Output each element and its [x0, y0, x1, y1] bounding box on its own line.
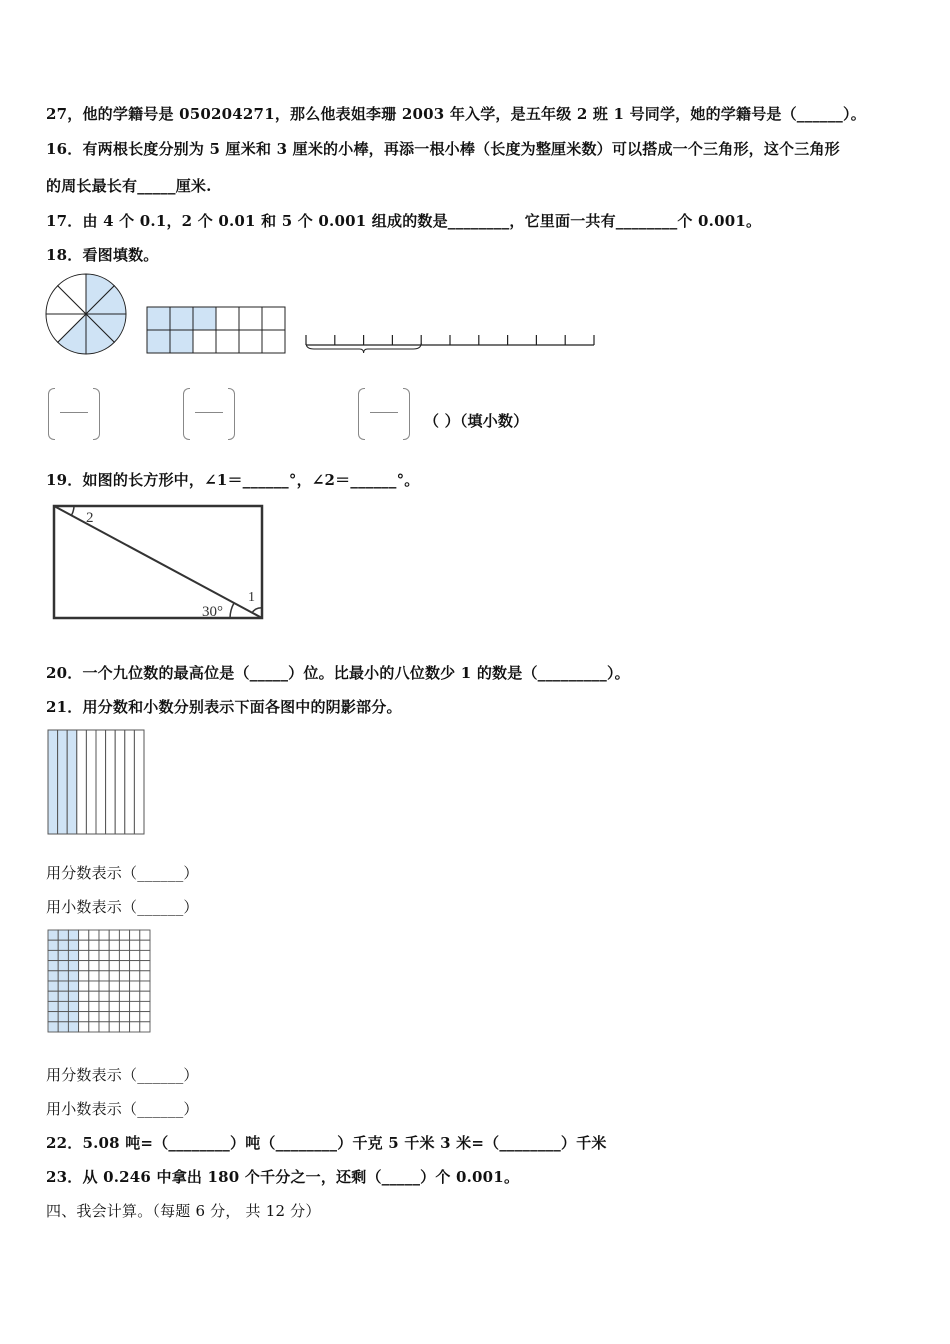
hundred-grid-cell [140, 1012, 150, 1022]
hundred-grid-cell [48, 961, 58, 971]
hundred-grid-cell [140, 930, 150, 940]
hundred-grid-cell [140, 971, 150, 981]
hundred-grid-cell [89, 1012, 99, 1022]
hundred-grid-cell [99, 981, 109, 991]
hundred-grid-figure [46, 928, 154, 1036]
hundred-grid-cell [119, 1001, 129, 1011]
hundred-grid-cell [79, 950, 89, 960]
hundred-grid-cell [79, 1001, 89, 1011]
hundred-grid-cell [89, 981, 99, 991]
hundred-grid-cell [48, 981, 58, 991]
hundred-grid-cell [79, 940, 89, 950]
fraction-blank-2[interactable] [183, 388, 235, 438]
question-17: 17．由 4 个 0.1，2 个 0.01 和 5 个 0.001 组成的数是________，它里面一共有________个 0.001。 [46, 212, 762, 230]
hundred-grid-cell [68, 1012, 78, 1022]
rect-grid-cell [170, 307, 193, 330]
hundred-grid-cell [119, 991, 129, 1001]
hundred-grid-cell [48, 1012, 58, 1022]
hundred-grid-cell [140, 1022, 150, 1032]
hundred-grid-cell [89, 961, 99, 971]
hundred-grid-cell [58, 981, 68, 991]
hundred-grid-cell [130, 940, 140, 950]
hundred-grid-cell [119, 930, 129, 940]
hundred-grid-cell [99, 991, 109, 1001]
hundred-grid-cell [68, 991, 78, 1001]
hundred-grid-cell [89, 971, 99, 981]
hundred-grid-cell [58, 971, 68, 981]
hundred-grid-cell [140, 1001, 150, 1011]
hundred-grid-cell [58, 1022, 68, 1032]
strip-column [86, 730, 96, 834]
hundred-grid-cell [68, 1001, 78, 1011]
question-21: 21．用分数和小数分别表示下面各图中的阴影部分。 [46, 698, 402, 716]
hundred-grid-cell [79, 1012, 89, 1022]
strip-column [77, 730, 87, 834]
rect-grid-cell [193, 307, 216, 330]
rect-grid-cell [147, 330, 170, 353]
number-line-figure [300, 325, 600, 360]
hundred-grid-cell [48, 991, 58, 1001]
strip-figure [46, 728, 148, 836]
hundred-grid-cell [89, 950, 99, 960]
question-23: 23．从 0.246 中拿出 180 个千分之一，还剩（_____）个 0.001。 [46, 1168, 520, 1186]
hundred-grid-cell [68, 950, 78, 960]
rect-grid-cell [216, 307, 239, 330]
hundred-grid-cell [89, 940, 99, 950]
rect-grid-cell [239, 330, 262, 353]
strip-column [96, 730, 106, 834]
q21-fraction-2: 用分数表示（______） [46, 1066, 199, 1084]
hundred-grid-cell [68, 971, 78, 981]
hundred-grid-cell [119, 971, 129, 981]
hundred-grid-cell [119, 1022, 129, 1032]
hundred-grid-cell [99, 930, 109, 940]
rect-grid-cell [193, 330, 216, 353]
hundred-grid-cell [109, 1012, 119, 1022]
hundred-grid-cell [109, 940, 119, 950]
hundred-grid-cell [109, 930, 119, 940]
hundred-grid-cell [130, 961, 140, 971]
hundred-grid-cell [130, 930, 140, 940]
hundred-grid-cell [79, 981, 89, 991]
hundred-grid-cell [68, 981, 78, 991]
hundred-grid-cell [119, 981, 129, 991]
section-4-heading: 四、我会计算。（每题 6 分， 共 12 分） [46, 1202, 321, 1220]
hundred-grid-cell [99, 1022, 109, 1032]
question-27: 27，他的学籍号是 050204271，那么他表姐李珊 2003 年入学，是五年级 2 班 1 号同学，她的学籍号是（______）。 [46, 105, 866, 123]
hundred-grid-cell [119, 1012, 129, 1022]
hundred-grid-cell [48, 1001, 58, 1011]
question-16-line1: 16．有两根长度分别为 5 厘米和 3 厘米的小棒，再添一根小棒（长度为整厘米数）可以搭成一个三角形，这个三角形 [46, 140, 840, 158]
hundred-grid-cell [79, 991, 89, 1001]
hundred-grid-cell [109, 991, 119, 1001]
q21-decimal-2: 用小数表示（______） [46, 1100, 199, 1118]
hundred-grid-cell [130, 1001, 140, 1011]
hundred-grid-cell [68, 1022, 78, 1032]
rect-grid-cell [262, 307, 285, 330]
q21-decimal-1: 用小数表示（______） [46, 898, 199, 916]
hundred-grid-cell [109, 981, 119, 991]
strip-column [48, 730, 58, 834]
question-20: 20．一个九位数的最高位是（_____）位。比最小的八位数少 1 的数是（_________）。 [46, 664, 630, 682]
hundred-grid-cell [99, 940, 109, 950]
hundred-grid-cell [58, 991, 68, 1001]
hundred-grid-cell [89, 991, 99, 1001]
hundred-grid-cell [48, 950, 58, 960]
hundred-grid-cell [140, 961, 150, 971]
rectangle-angle-figure [48, 500, 273, 625]
strip-column [106, 730, 116, 834]
hundred-grid-cell [58, 1001, 68, 1011]
angle-1-label: 1 [248, 590, 255, 605]
hundred-grid-cell [99, 1012, 109, 1022]
hundred-grid-cell [130, 1012, 140, 1022]
hundred-grid-cell [99, 971, 109, 981]
hundred-grid-cell [119, 950, 129, 960]
rect-grid-cell [170, 330, 193, 353]
decimal-hint: （ ）（填小数） [424, 412, 529, 430]
hundred-grid-cell [58, 950, 68, 960]
hundred-grid-cell [99, 1001, 109, 1011]
hundred-grid-cell [58, 1012, 68, 1022]
strip-column [67, 730, 77, 834]
question-19: 19．如图的长方形中，∠1＝______°，∠2＝______°。 [46, 471, 420, 489]
hundred-grid-cell [79, 971, 89, 981]
hundred-grid-cell [68, 930, 78, 940]
hundred-grid-cell [109, 971, 119, 981]
hundred-grid-cell [89, 1022, 99, 1032]
strip-column [58, 730, 68, 834]
hundred-grid-cell [130, 950, 140, 960]
hundred-grid-cell [140, 940, 150, 950]
rect-grid-figure [146, 306, 288, 356]
hundred-grid-cell [130, 971, 140, 981]
rect-grid-cell [239, 307, 262, 330]
strip-column [134, 730, 144, 834]
hundred-grid-cell [140, 991, 150, 1001]
hundred-grid-cell [79, 1022, 89, 1032]
hundred-grid-cell [58, 930, 68, 940]
hundred-grid-cell [68, 940, 78, 950]
strip-column [125, 730, 135, 834]
question-22: 22．5.08 吨=（________）吨（________）千克 5 千米 3 米=（________）千米 [46, 1134, 607, 1152]
hundred-grid-cell [140, 950, 150, 960]
hundred-grid-cell [109, 950, 119, 960]
hundred-grid-cell [99, 950, 109, 960]
hundred-grid-cell [130, 991, 140, 1001]
circle-figure [40, 268, 135, 363]
question-18: 18．看图填数。 [46, 246, 159, 264]
hundred-grid-cell [109, 961, 119, 971]
rect-grid-cell [216, 330, 239, 353]
hundred-grid-cell [48, 940, 58, 950]
hundred-grid-cell [119, 961, 129, 971]
rect-grid-cell [262, 330, 285, 353]
hundred-grid-cell [130, 1022, 140, 1032]
q21-fraction-1: 用分数表示（______） [46, 864, 199, 882]
fraction-blank-3[interactable] [358, 388, 410, 438]
hundred-grid-cell [140, 981, 150, 991]
hundred-grid-cell [89, 930, 99, 940]
question-16-line2: 的周长最长有_____厘米. [46, 177, 212, 195]
strip-column [115, 730, 125, 834]
hundred-grid-cell [130, 981, 140, 991]
hundred-grid-cell [119, 940, 129, 950]
hundred-grid-cell [58, 940, 68, 950]
hundred-grid-cell [48, 971, 58, 981]
hundred-grid-cell [79, 930, 89, 940]
hundred-grid-cell [109, 1022, 119, 1032]
fraction-blank-1[interactable] [48, 388, 100, 438]
hundred-grid-cell [79, 961, 89, 971]
hundred-grid-cell [48, 930, 58, 940]
hundred-grid-cell [99, 961, 109, 971]
hundred-grid-cell [58, 961, 68, 971]
hundred-grid-cell [68, 961, 78, 971]
hundred-grid-cell [48, 1022, 58, 1032]
hundred-grid-cell [89, 1001, 99, 1011]
rect-grid-cell [147, 307, 170, 330]
hundred-grid-cell [109, 1001, 119, 1011]
angle-30-label: 30° [202, 604, 223, 620]
angle-2-label: 2 [86, 510, 94, 526]
